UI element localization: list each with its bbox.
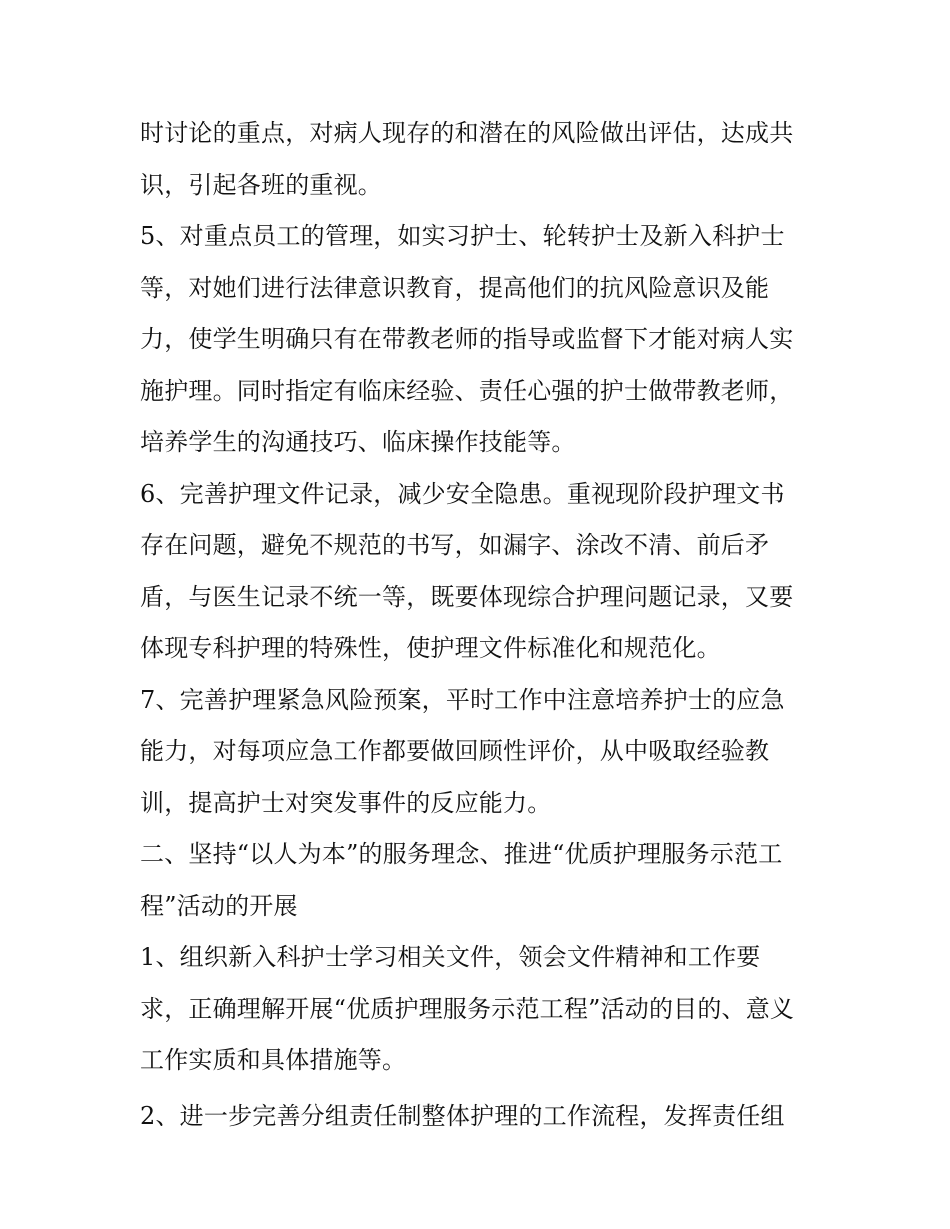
text-line: 2、进一步完善分组责任制整体护理的工作流程，发挥责任组 xyxy=(140,1101,785,1130)
text-line: 求，正确理解开展“优质护理服务示范工程”活动的目的、意义 xyxy=(140,994,795,1023)
text-line: 体现专科护理的特殊性，使护理文件标准化和规范化。 xyxy=(140,634,721,662)
text-line: 存在问题，避免不规范的书写，如漏字、涂改不清、前后矛 xyxy=(140,531,770,559)
text-line: 二、坚持“以人为本”的服务理念、推进“优质护理服务示范工 xyxy=(140,840,783,868)
text-line: 施护理。同时指定有临床经验、责任心强的护士做带教老师， xyxy=(140,376,794,405)
text-line: 训，提高护士对突发事件的反应能力。 xyxy=(140,788,552,817)
text-line: 等，对她们进行法律意识教育，提高他们的抗风险意识及能 xyxy=(140,273,770,302)
text-line: 1、组织新入科护士学习相关文件，领会文件精神和工作要 xyxy=(140,943,761,971)
text-line: 7、完善护理紧急风险预案，平时工作中注意培养护士的应急 xyxy=(140,685,785,714)
text-line: 盾，与医生记录不统一等，既要体现综合护理问题记录，又要 xyxy=(140,582,794,611)
text-line: 力，使学生明确只有在带教老师的指导或监督下才能对病人实 xyxy=(140,325,794,353)
text-line: 工作实质和具体措施等。 xyxy=(140,1046,407,1074)
document-body xyxy=(140,108,830,1142)
text-line: 识，引起各班的重视。 xyxy=(140,170,382,199)
text-line: 培养学生的沟通技巧、临床操作技能等。 xyxy=(140,428,576,456)
text-line: 时讨论的重点，对病人现存的和潜在的风险做出评估，达成共 xyxy=(140,119,794,147)
text-line: 5、对重点员工的管理，如实习护士、轮转护士及新入科护士 xyxy=(140,222,785,250)
text-line: 程”活动的开展 xyxy=(140,891,298,920)
text-line: 6、完善护理文件记录，减少安全隐患。重视现阶段护理文书 xyxy=(140,479,785,508)
text-line: 能力，对每项应急工作都要做回顾性评价，从中吸取经验教 xyxy=(140,737,770,765)
